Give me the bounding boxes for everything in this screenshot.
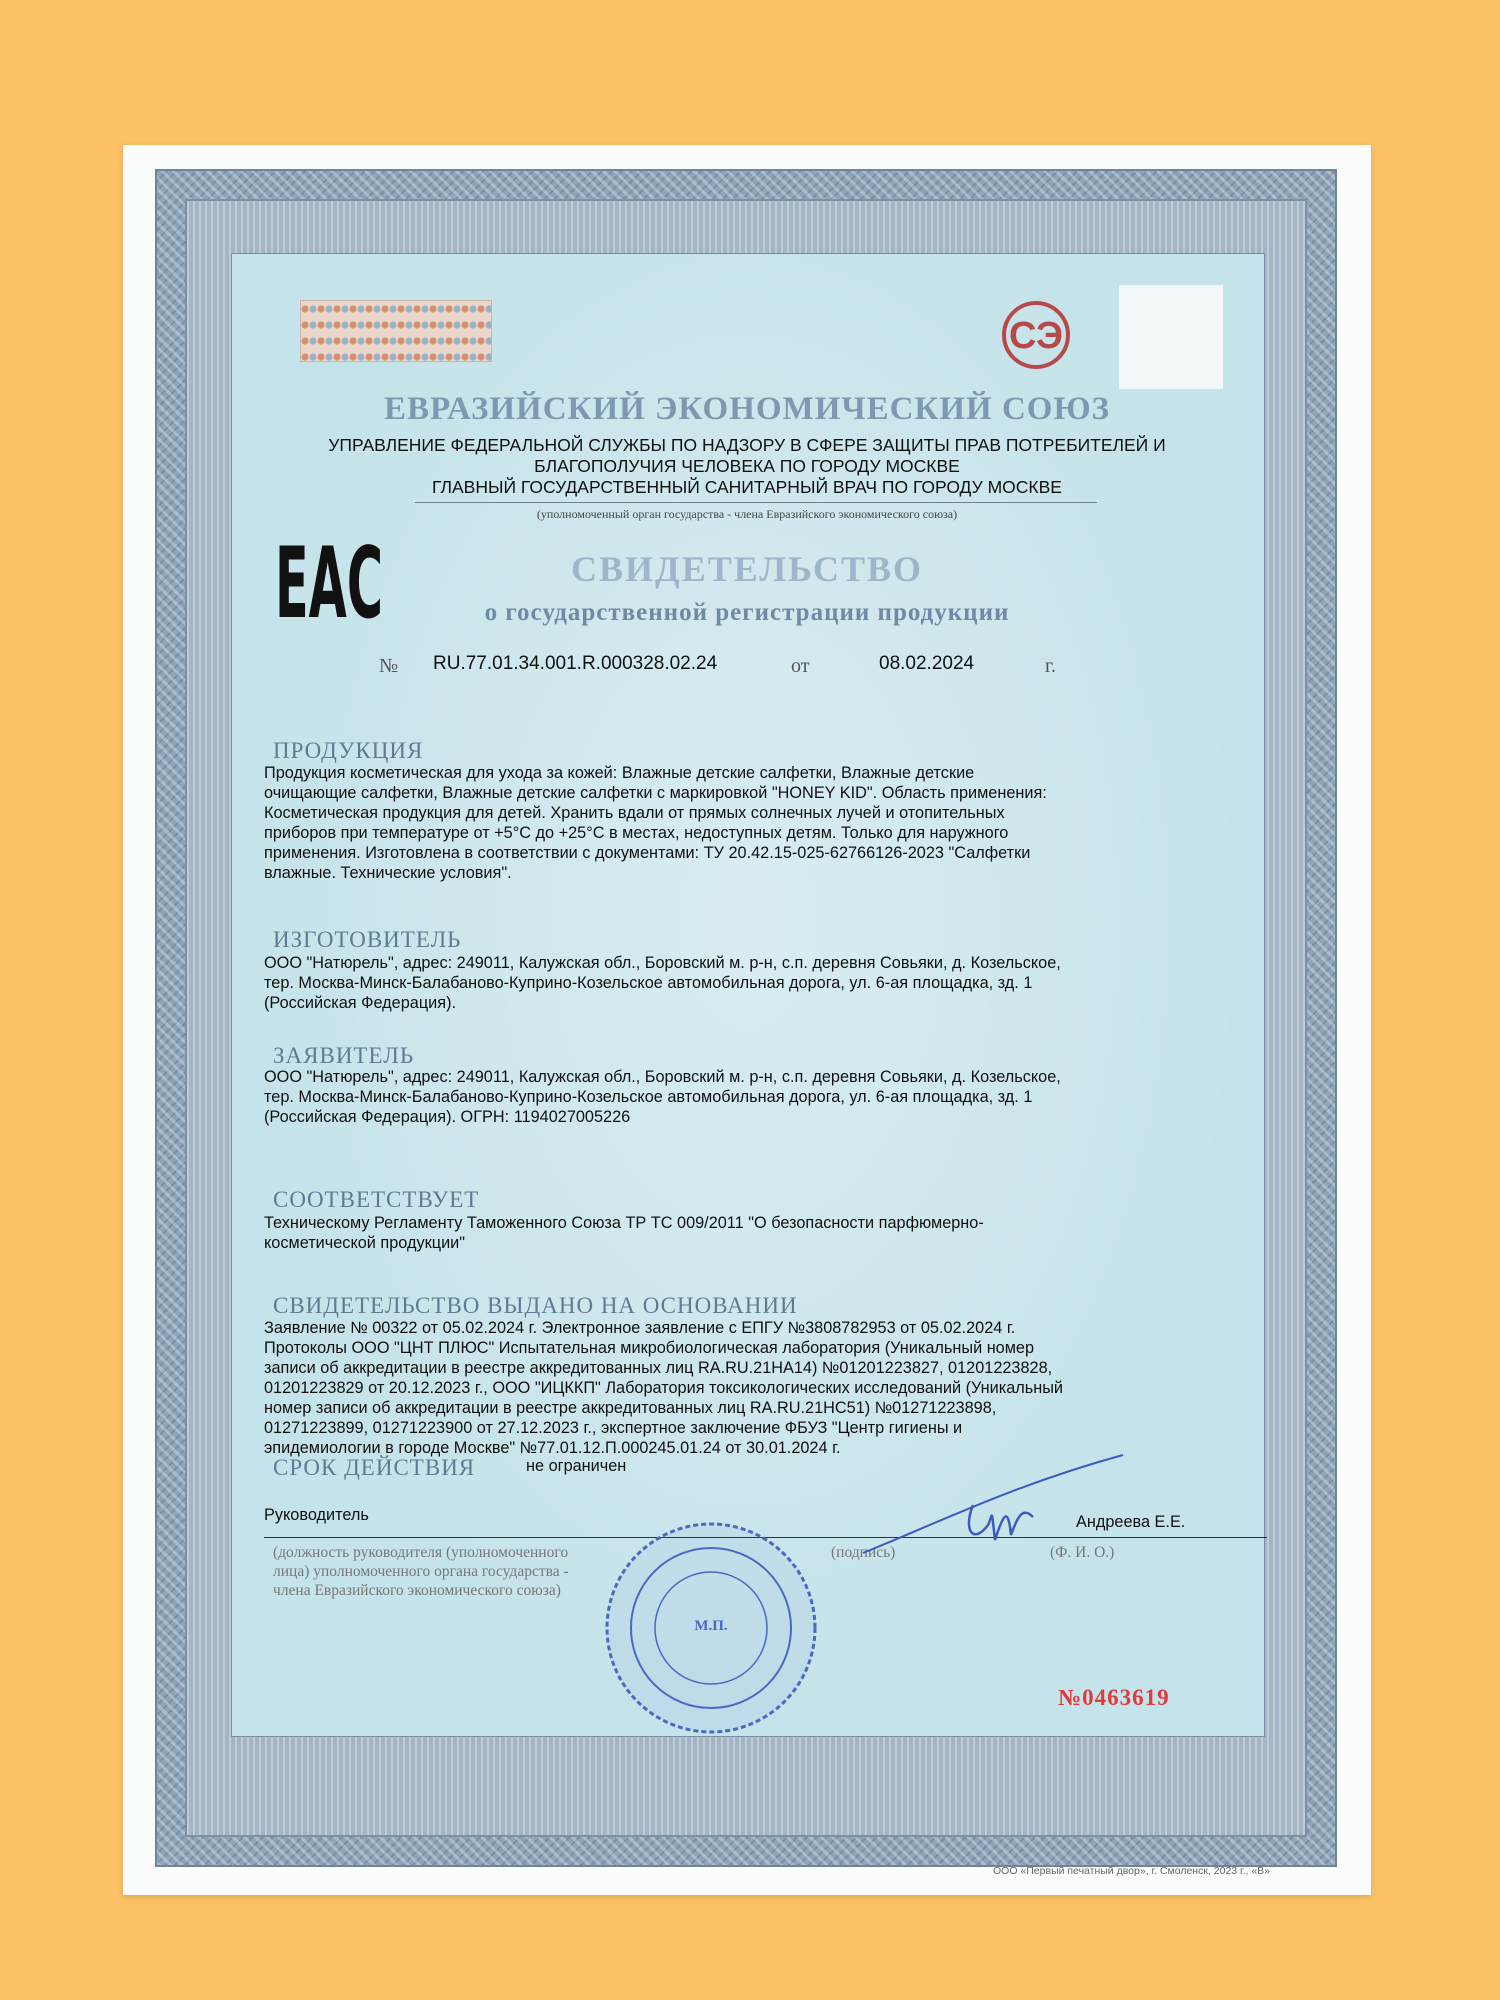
registration-number: RU.77.01.34.001.R.000328.02.24 bbox=[433, 653, 718, 674]
applicant-line: тер. Москва-Минск-Балабаново-Куприно-Козельское автомобильная дорога, ул. 6-ая площадка, зд. 1 bbox=[264, 1088, 1033, 1106]
certificate-paper bbox=[123, 145, 1371, 1895]
signature-scrawl-icon bbox=[823, 1445, 1163, 1565]
printer-note: ООО «Первый печатный двор», г. Смоленск, 2023 г., «В» bbox=[993, 1865, 1271, 1877]
registration-date: 08.02.2024 bbox=[879, 653, 975, 674]
security-ornament bbox=[300, 300, 492, 362]
conforms-line: Техническому Регламенту Таможенного Союза ТР ТС 009/2011 "О безопасности парфюмерно- bbox=[264, 1214, 984, 1232]
se-logo-icon bbox=[981, 300, 1091, 370]
document-title: СВИДЕТЕЛЬСТВО bbox=[570, 549, 924, 589]
basis-heading: СВИДЕТЕЛЬСТВО ВЫДАНО НА ОСНОВАНИИ bbox=[273, 1293, 798, 1318]
product-line: применения. Изготовлена в соответствии с документами: ТУ 20.42.15-025-62766126-2023 "Салфетки bbox=[264, 844, 1031, 862]
manufacturer-line: (Российская Федерация). bbox=[264, 994, 457, 1012]
product-line: Косметическая продукция для детей. Хранить вдали от прямых солнечных лучей и отопительных bbox=[264, 804, 1005, 822]
authority-line-1: УПРАВЛЕНИЕ ФЕДЕРАЛЬНОЙ СЛУЖБЫ ПО НАДЗОРУ В СФЕРЕ ЗАЩИТЫ ПРАВ ПОТРЕБИТЕЛЕЙ И bbox=[328, 435, 1166, 455]
manufacturer-line: ООО "Натюрель", адрес: 249011, Калужская обл., Боровский м. р-н, с.п. деревня Совьяки, д. Козельское, bbox=[264, 954, 1061, 972]
product-line: приборов при температуре от +5°С до +25°С в местах, недоступных детям. Только для наружного bbox=[264, 824, 1009, 842]
authority-line-3: ГЛАВНЫЙ ГОСУДАРСТВЕННЫЙ САНИТАРНЫЙ ВРАЧ ПО ГОРОДУ МОСКВЕ bbox=[432, 477, 1062, 497]
product-text bbox=[264, 763, 1264, 883]
stamp-mp-text: М.П. bbox=[694, 1618, 728, 1634]
validity-heading: СРОК ДЕЙСТВИЯ bbox=[273, 1455, 476, 1480]
conforms-heading: СООТВЕТСТВУЕТ bbox=[273, 1187, 480, 1212]
document-subtitle: о государственной регистрации продукции bbox=[484, 599, 1010, 626]
union-title: ЕВРАЗИЙСКИЙ ЭКОНОМИЧЕСКИЙ СОЮЗ bbox=[383, 391, 1111, 427]
basis-line: Протоколы ООО "ЦНТ ПЛЮС" Испытательная микробиологическая лаборатория (Уникальный номер bbox=[264, 1339, 1035, 1357]
eac-mark-text: EAC bbox=[275, 527, 383, 641]
basis-line: 01271223899, 01271223900 от 27.12.2023 г., экспертное заключение ФБУЗ "Центр гигиены и bbox=[264, 1419, 963, 1437]
manufacturer-line: тер. Москва-Минск-Балабаново-Куприно-Козельское автомобильная дорога, ул. 6-ая площадка, зд. 1 bbox=[264, 974, 1033, 992]
registration-year-suffix: г. bbox=[1045, 655, 1056, 677]
official-stamp-icon bbox=[601, 1518, 821, 1738]
manufacturer-text bbox=[264, 953, 1264, 1013]
hologram-patch bbox=[1119, 285, 1223, 389]
basis-line: записи об аккредитации в реестре аккредитованных лиц RA.RU.21HA14) №01201223827, 01201223828, bbox=[264, 1359, 1053, 1377]
position-caption bbox=[273, 1543, 569, 1600]
conforms-text bbox=[264, 1213, 1264, 1253]
product-line: очищающие салфетки, Влажные детские салфетки с маркировкой "HONEY KID". Область применения: bbox=[264, 784, 1047, 802]
registration-date-label: от bbox=[791, 655, 810, 677]
product-line: Продукция косметическая для ухода за кожей: Влажные детские салфетки, Влажные детские bbox=[264, 764, 975, 782]
authority-line-2: БЛАГОПОЛУЧИЯ ЧЕЛОВЕКА ПО ГОРОДУ МОСКВЕ bbox=[534, 456, 960, 476]
signature-caption: (подпись) bbox=[831, 1544, 896, 1561]
signatory-name: Андреева Е.Е. bbox=[1076, 1513, 1186, 1531]
basis-line: 01201223829 от 20.12.2023 г., ООО "ИЦККП" Лаборатория токсикологических исследований (Уникальный bbox=[264, 1379, 1064, 1397]
basis-text bbox=[264, 1318, 1264, 1458]
authority-rule bbox=[415, 502, 1097, 503]
position-caption-line: (должность руководителя (уполномоченного bbox=[273, 1544, 569, 1561]
product-line: влажные. Технические условия". bbox=[264, 864, 512, 882]
applicant-heading: ЗАЯВИТЕЛЬ bbox=[273, 1043, 415, 1068]
product-heading: ПРОДУКЦИЯ bbox=[273, 738, 424, 763]
conforms-line: косметической продукции" bbox=[264, 1234, 466, 1252]
basis-line: Заявление № 00322 от 05.02.2024 г. Электронное заявление с ЕПГУ №3808782953 от 05.02.2024 г. bbox=[264, 1319, 1016, 1337]
basis-line: эпидемиологии в городе Москве" №77.01.12.П.000245.01.24 от 30.01.2024 г. bbox=[264, 1439, 841, 1457]
registration-number-label: № bbox=[379, 655, 399, 677]
basis-line: номер записи об аккредитации в реестре аккредитованных лиц RA.RU.21HC51) №01271223898, bbox=[264, 1399, 997, 1417]
serial-number: №0463619 bbox=[1058, 1685, 1170, 1710]
applicant-line: ООО "Натюрель", адрес: 249011, Калужская обл., Боровский м. р-н, с.п. деревня Совьяки, д. Козельское, bbox=[264, 1068, 1061, 1086]
manufacturer-heading: ИЗГОТОВИТЕЛЬ bbox=[273, 927, 462, 952]
applicant-line: (Российская Федерация). ОГРН: 1194027005226 bbox=[264, 1108, 631, 1126]
position-caption-line: лица) уполномоченного органа государства - bbox=[273, 1563, 569, 1580]
validity-value: не ограничен bbox=[526, 1457, 627, 1475]
authorized-body-note: (уполномоченный орган государства - члена Евразийского экономического союза) bbox=[536, 507, 958, 521]
signatory-role: Руководитель bbox=[264, 1506, 369, 1524]
position-caption-line: члена Евразийского экономического союза) bbox=[273, 1582, 561, 1599]
applicant-text bbox=[264, 1067, 1264, 1127]
name-caption: (Ф. И. О.) bbox=[1050, 1544, 1115, 1561]
se-logo-text: СЭ bbox=[1009, 315, 1063, 357]
